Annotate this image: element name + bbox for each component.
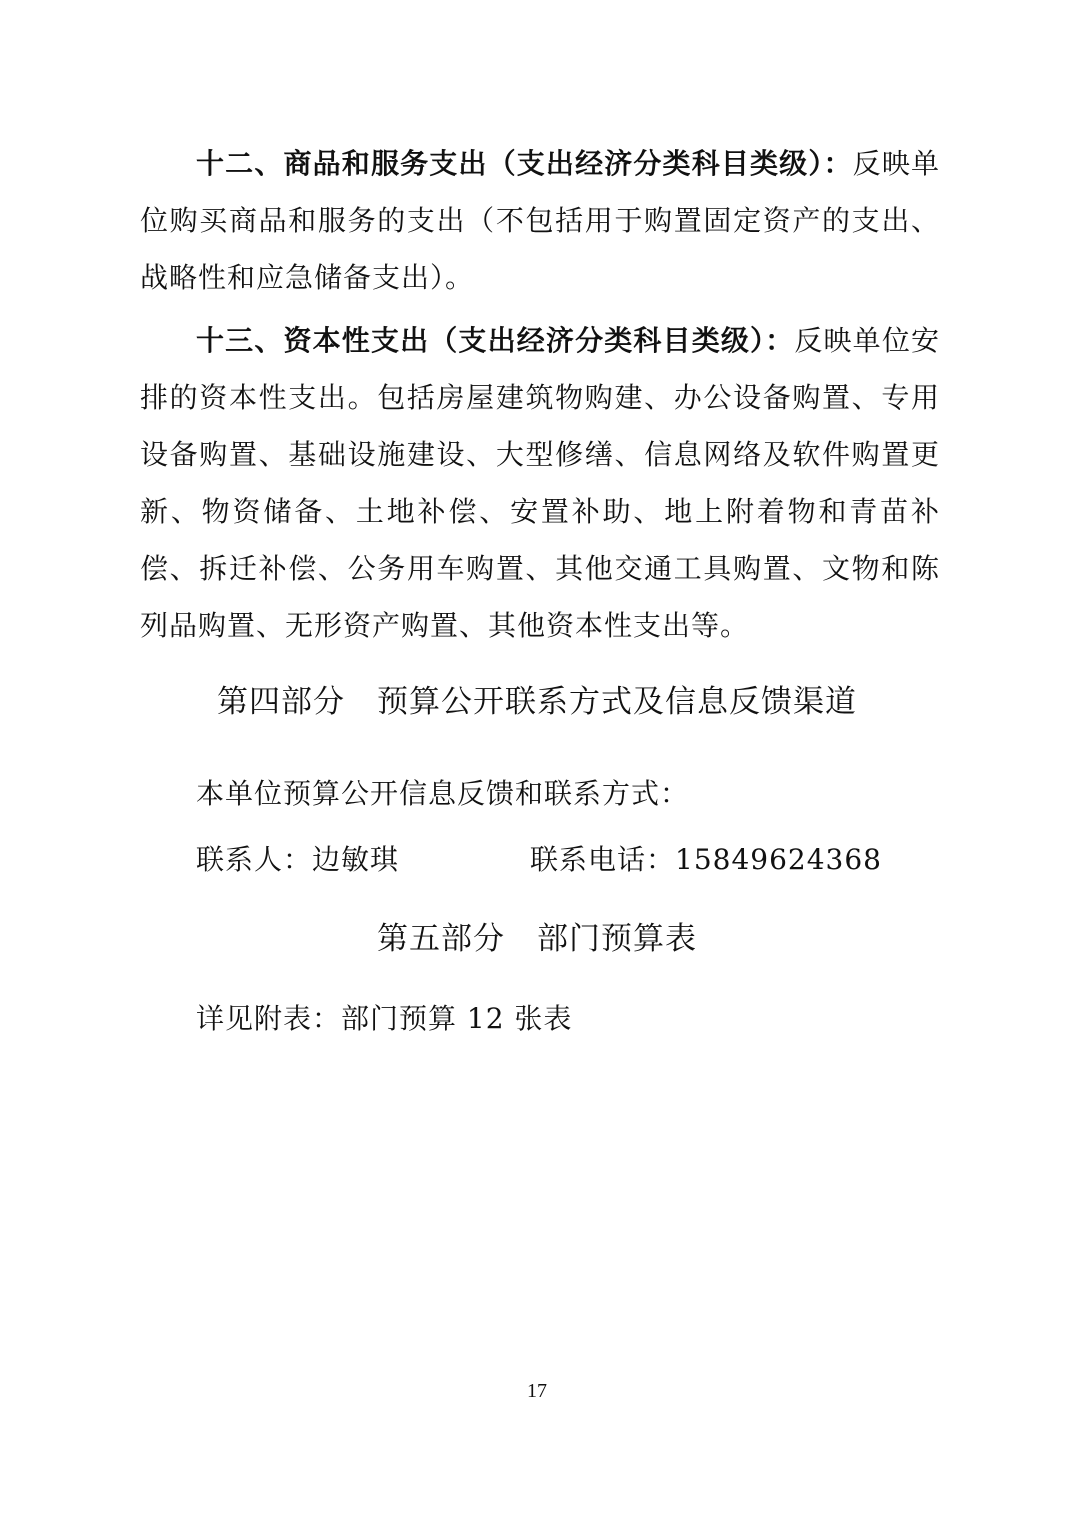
paragraph-capital-expenditure [140,312,940,654]
paragraph-body: 反映单位购买商品和服务的支出（不包括用于购置固定资产的支出、战略性和应急储备支出）。 [140,147,940,294]
paragraph-commodity-service-expenditure [140,135,940,306]
paragraph-body: 反映单位安排的资本性支出。包括房屋建筑物购建、办公设备购置、专用设备购置、基础设施建设、大型修缮、信息网络及软件购置更新、物资储备、土地补偿、安置补助、地上附着物和青苗补偿、拆迁补偿、公务用车购置、其他交通工具购置、文物和陈列品购置、无形资产购置、其他资本性支出等。 [140,324,940,642]
contact-phone: 联系电话：15849624368 [530,843,882,876]
paragraph-lead: 十三、资本性支出（支出经济分类科目类级）： [196,324,795,357]
section-heading-part5: 第五部分 部门预算表 [377,921,697,957]
paragraph-lead: 十二、商品和服务支出（支出经济分类科目类级）： [196,147,853,180]
page-number: 17 [527,1380,547,1402]
attachment-note: 详见附表：部门预算 12 张表 [196,1002,573,1035]
section-heading-part4: 第四部分 预算公开联系方式及信息反馈渠道 [217,684,857,720]
contact-person: 联系人：边敏琪 [196,843,400,876]
feedback-intro: 本单位预算公开信息反馈和联系方式： [196,777,690,810]
